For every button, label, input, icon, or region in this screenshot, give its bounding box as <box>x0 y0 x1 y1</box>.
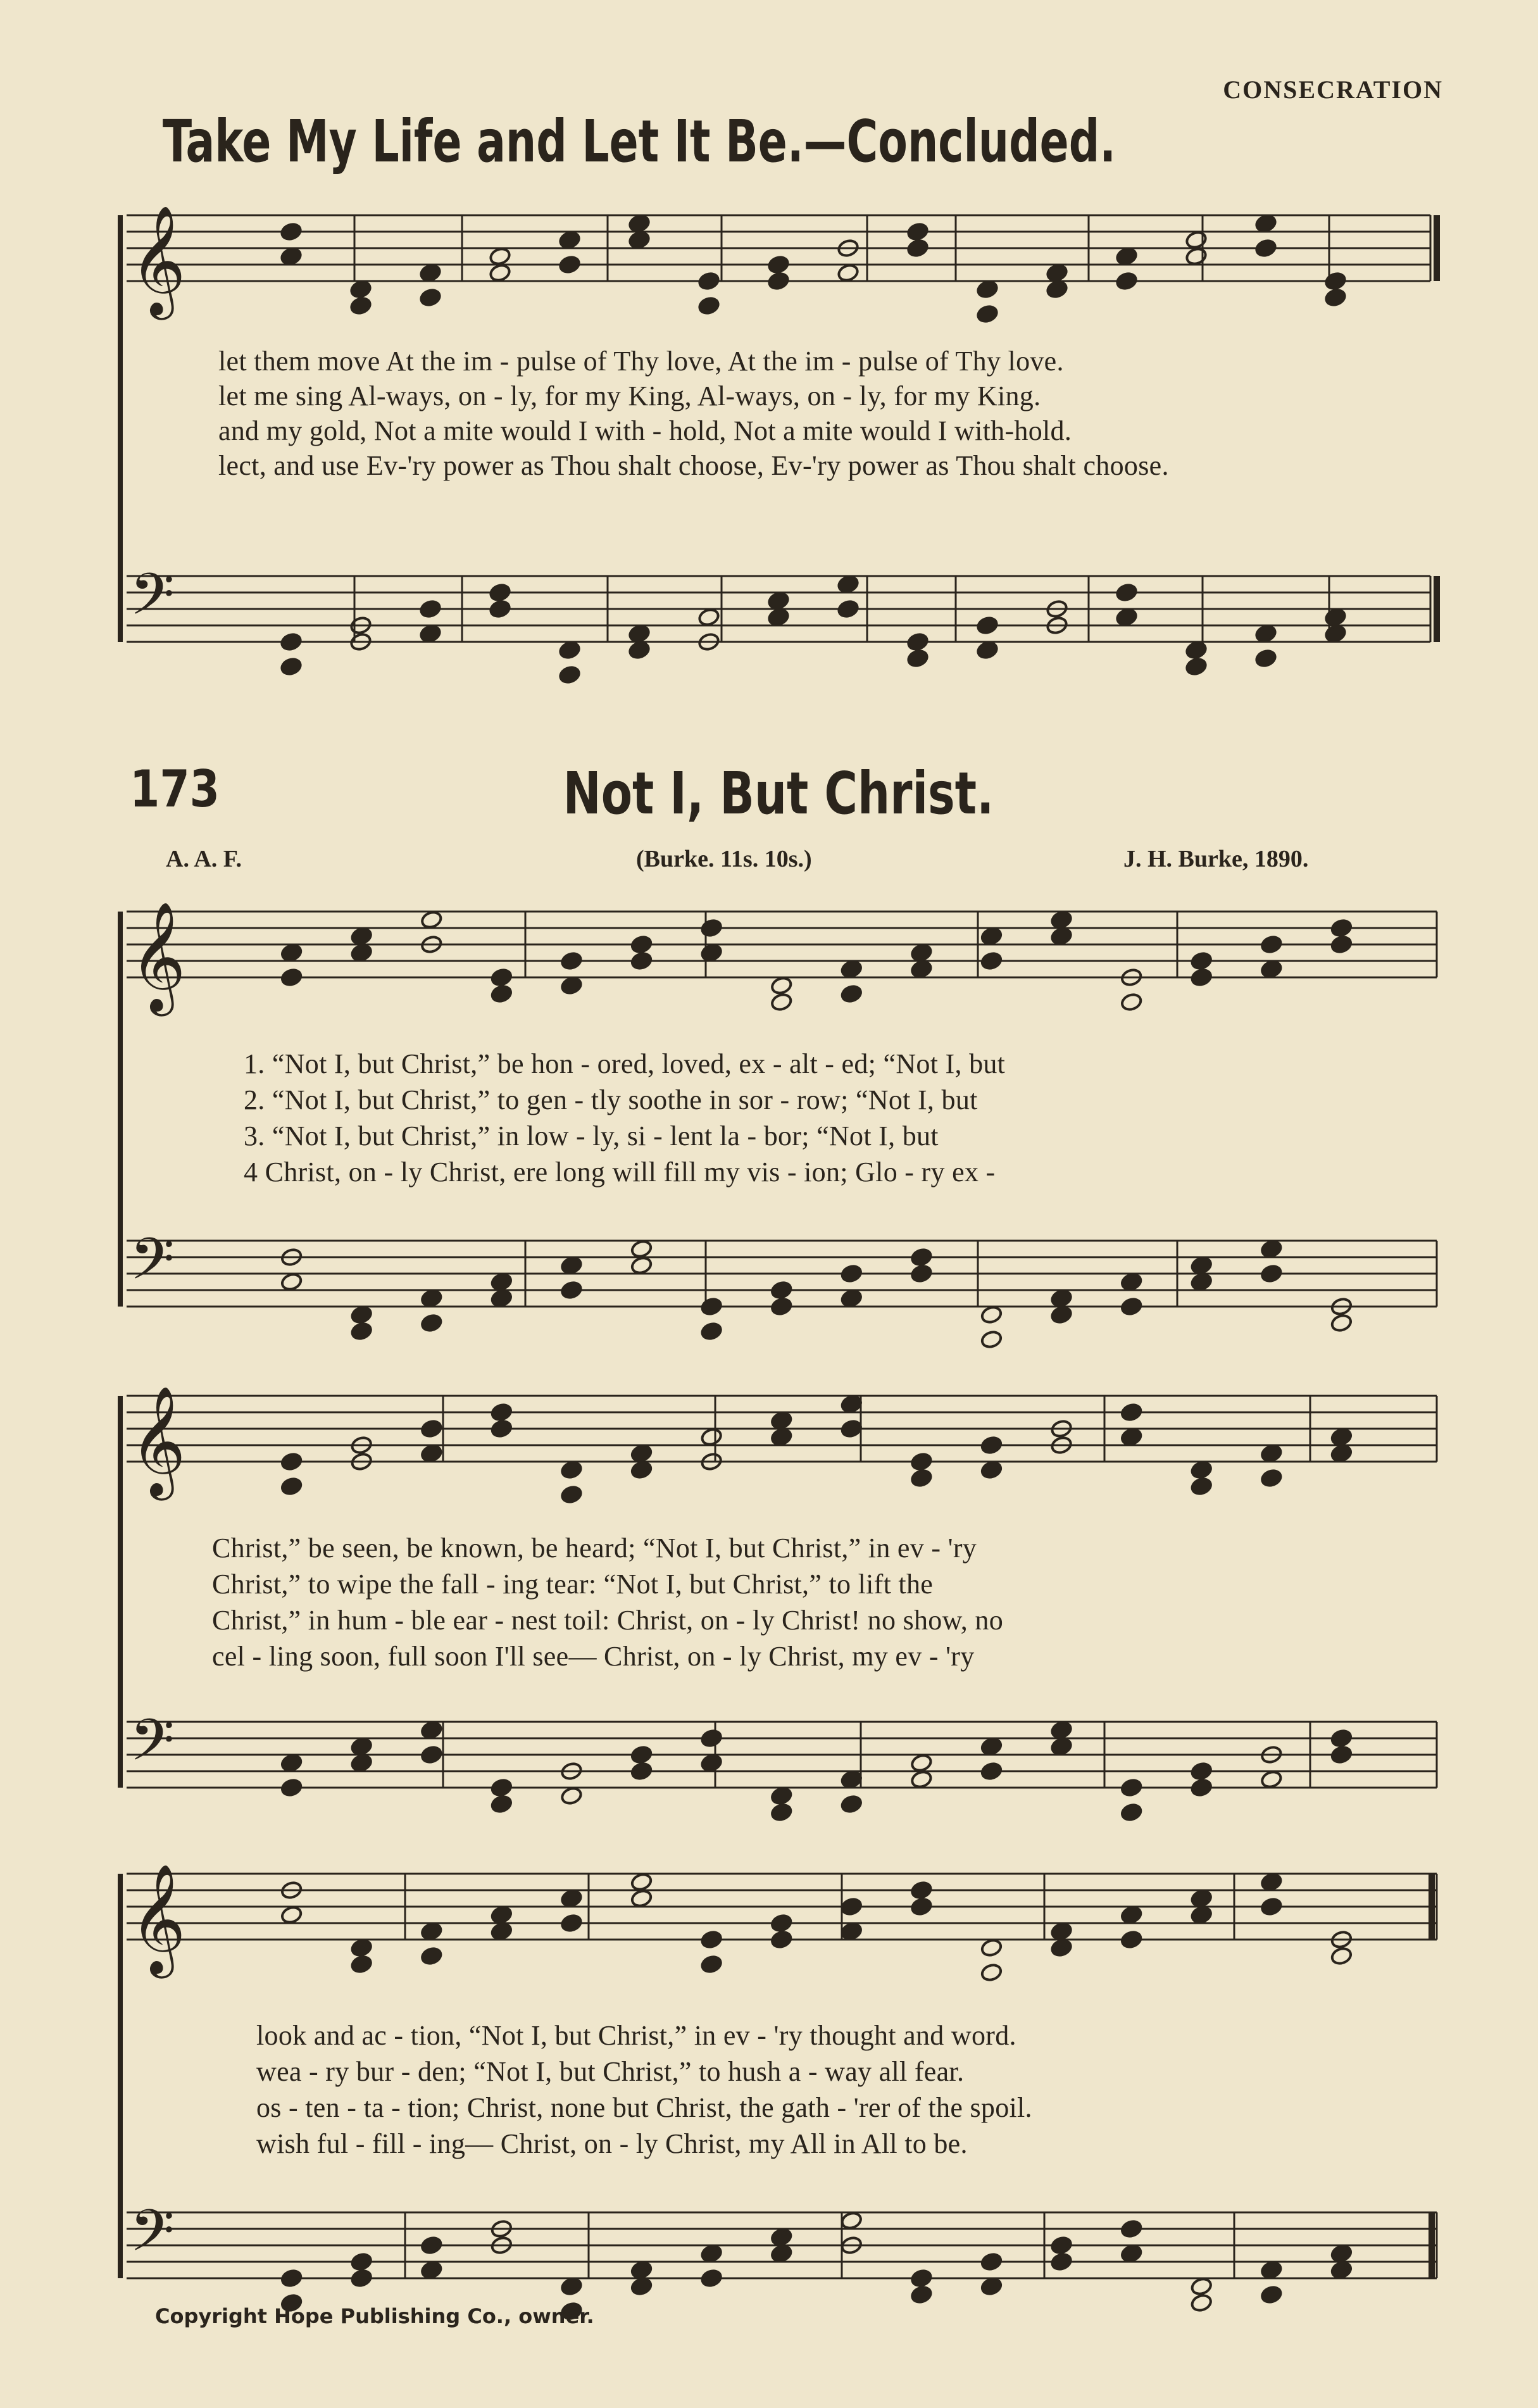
sys0-treble-note <box>419 288 442 308</box>
sys2-treble-note <box>1330 1444 1353 1464</box>
lyric-line: 2. “Not I, but Christ,” to gen - tly soothe in sor - row; “Not I, but <box>244 1084 978 1115</box>
sys1-bass-note <box>840 1289 863 1308</box>
sys2-treble-note <box>1120 1427 1143 1447</box>
sys2-treble-note <box>770 1427 793 1447</box>
sys1-bass-note <box>1120 1272 1143 1292</box>
sys3-treble-note <box>630 1889 653 1909</box>
sys2-treble-note <box>770 1411 793 1431</box>
lyric-line: Christ,” to wipe the fall - ing tear: “Not I, but Christ,” to lift the <box>212 1569 934 1600</box>
sys3-treble-note <box>350 1955 373 1974</box>
sys3-bass-note <box>630 2277 653 2297</box>
lyric-line: Christ,” be seen, be known, be heard; “Not I, but Christ,” in ev - 'ry <box>212 1533 977 1564</box>
sys2-bass-note <box>630 1745 653 1765</box>
sys1-treble-note <box>630 935 653 955</box>
sys1-bass-note <box>560 1256 583 1276</box>
sys1-bass-note <box>490 1289 513 1308</box>
sys0-treble-note <box>628 230 651 250</box>
sys1-bass-note <box>840 1264 863 1284</box>
sys2-bass-note <box>1120 1778 1143 1798</box>
sys3-treble-note <box>1050 1938 1073 1958</box>
sys3-bass-note <box>910 2269 933 2288</box>
sys1-treble-note <box>490 984 513 1004</box>
sys2-bass-clef: 𝄢 <box>130 1707 175 1788</box>
sys0-treble-note <box>1185 247 1208 267</box>
sys3-treble-note <box>350 1938 373 1958</box>
sys1-bass-note <box>1120 1297 1143 1317</box>
sys3-bass-note <box>1330 2244 1353 2264</box>
sys3-treble-note <box>490 1905 513 1925</box>
sys0-treble-note <box>697 272 720 291</box>
lyric-line: look and ac - tion, “Not I, but Christ,” in ev - 'ry thought and word. <box>256 2020 1016 2051</box>
sys3-treble-note <box>420 1922 443 1941</box>
hymn-number: 173 <box>130 760 220 818</box>
sys3-bass-clef: 𝄢 <box>130 2197 175 2278</box>
sys3-treble-note <box>910 1881 933 1900</box>
sys0-treble-note <box>1324 272 1347 291</box>
sys1-treble-note <box>350 943 373 963</box>
sys1-treble-note <box>630 951 653 971</box>
sys3-treble-note <box>280 1905 303 1925</box>
sys0-treble-note <box>1046 263 1068 283</box>
sys0-treble-note <box>489 247 511 267</box>
sys1-treble-note <box>280 943 303 963</box>
sys2-treble-note <box>420 1444 443 1464</box>
sys3-bass-note <box>1190 2277 1213 2297</box>
sys3-treble-note <box>1260 1897 1283 1917</box>
sys3-treble-note <box>490 1922 513 1941</box>
sys3-treble-note <box>1190 1889 1213 1909</box>
lyric-line: Christ,” in hum - ble ear - nest toil: Christ, on - ly Christ! no show, no <box>212 1605 1004 1636</box>
sys3-bass-note <box>1330 2261 1353 2280</box>
sys0-bass-note <box>1115 583 1138 603</box>
sys0-bass-note <box>489 583 511 603</box>
sys2-bass-note <box>840 1770 863 1790</box>
sys1-bass-note <box>560 1281 583 1300</box>
sys3-bass-note <box>700 2269 723 2288</box>
sys2-treble-note <box>630 1460 653 1480</box>
sys1-treble-note <box>1190 968 1213 988</box>
sys0-treble-note <box>349 296 372 316</box>
sys2-treble-note <box>1190 1477 1213 1496</box>
sys1-bass-note <box>630 1256 653 1276</box>
sys2-bass-note <box>910 1753 933 1773</box>
sys0-bass-note <box>419 624 442 644</box>
sys1-treble-note <box>910 943 933 963</box>
sys2-bass-note <box>280 1753 303 1773</box>
sys2-bass-note <box>980 1737 1003 1757</box>
sys1-bass-note <box>700 1297 723 1317</box>
sys2-bass-note <box>1190 1778 1213 1798</box>
sys3-treble-note <box>1050 1922 1073 1941</box>
sys3-bass-note <box>840 2211 863 2231</box>
sys3-treble-clef: 𝄞 <box>130 1864 186 1974</box>
sys3-bass-note <box>910 2285 933 2305</box>
sys1-treble-note <box>840 960 863 979</box>
sys1-bass-note <box>770 1281 793 1300</box>
sys0-treble-note <box>1254 239 1277 258</box>
sys2-bass-note <box>350 1753 373 1773</box>
sys0-treble-note <box>837 263 860 283</box>
sys2-bass-note <box>1330 1729 1353 1748</box>
sys2-treble-note <box>560 1460 583 1480</box>
sys2-bass-note <box>1190 1762 1213 1781</box>
sys1-bass-note <box>630 1239 653 1259</box>
sys0-bass-note <box>489 599 511 619</box>
sys0-treble-note <box>906 222 929 242</box>
sys2-treble-note <box>280 1477 303 1496</box>
sys1-bass-note <box>1260 1264 1283 1284</box>
sys0-bass-note <box>1115 608 1138 627</box>
hymn-title-concluded: Take My Life and Let It Be.—Concluded. <box>162 108 1116 175</box>
sys1-treble-note <box>1260 935 1283 955</box>
sys0-bass-note <box>1185 657 1208 677</box>
sys0-treble-note <box>419 263 442 283</box>
sys0-treble-note <box>558 255 581 275</box>
sys0-bass-note <box>1254 649 1277 668</box>
sys0-treble-note <box>976 304 999 324</box>
sys2-treble-note <box>980 1460 1003 1480</box>
lyric-line: wea - ry bur - den; “Not I, but Christ,” to hush a - way all fear. <box>256 2056 965 2087</box>
sys0-bass-note <box>767 591 790 611</box>
lyric-line: 3. “Not I, but Christ,” in low - ly, si - lent la - bor; “Not I, but <box>244 1120 939 1151</box>
sys2-bass-note <box>770 1786 793 1806</box>
sys0-bass-note <box>628 641 651 660</box>
sys1-treble-note <box>1260 960 1283 979</box>
sys3-treble-note <box>560 1914 583 1933</box>
sys1-treble-note <box>350 927 373 946</box>
music-credit: J. H. Burke, 1890. <box>1123 846 1309 872</box>
sys3-treble-note <box>560 1889 583 1909</box>
sys3-treble-note <box>980 1963 1003 1983</box>
lyric-line: os - ten - ta - tion; Christ, none but Christ, the gath - 'rer of the spoil. <box>256 2092 1032 2123</box>
sys1-treble-note <box>980 927 1003 946</box>
sys2-bass-note <box>560 1786 583 1806</box>
sys2-bass-note <box>350 1737 373 1757</box>
sys2-treble-note <box>420 1419 443 1439</box>
sys2-bass-note <box>1050 1721 1073 1740</box>
sys2-bass-note <box>280 1778 303 1798</box>
sys1-bass-clef: 𝄢 <box>130 1226 175 1307</box>
sys3-bass-note <box>630 2261 653 2280</box>
sys1-treble-note <box>560 951 583 971</box>
lyric-line: 4 Christ, on - ly Christ, ere long will fill my vis - ion; Glo - ry ex - <box>244 1157 996 1188</box>
sys3-bass-note <box>280 2269 303 2288</box>
sys2-bass-note <box>700 1729 723 1748</box>
sys3-bass-note <box>980 2277 1003 2297</box>
sys0-bass-note <box>280 657 303 677</box>
sys0-treble-note <box>1046 280 1068 299</box>
sys0-treble-note <box>489 263 511 283</box>
sys2-bass-note <box>840 1795 863 1814</box>
sys2-treble-clef: 𝄞 <box>130 1386 186 1496</box>
sys0-bass-note <box>906 649 929 668</box>
sys2-bass-note <box>420 1745 443 1765</box>
sys1-bass-note <box>910 1248 933 1267</box>
sys0-bass-note <box>837 599 860 619</box>
sys1-treble-note <box>1050 927 1073 946</box>
sys3-bass-note <box>1050 2252 1073 2272</box>
sys2-treble-note <box>1330 1427 1353 1447</box>
sys1-bass-note <box>490 1272 513 1292</box>
sys3-bass-note <box>420 2261 443 2280</box>
sys1-bass-note <box>980 1305 1003 1325</box>
sys0-treble-note <box>349 280 372 299</box>
sys0-bass-clef: 𝄢 <box>130 561 175 642</box>
sys1-bass-note <box>1190 1256 1213 1276</box>
sys2-treble-note <box>840 1419 863 1439</box>
sys3-bass-note <box>700 2244 723 2264</box>
sys3-bass-note <box>350 2269 373 2288</box>
sys2-treble-note <box>1120 1403 1143 1422</box>
sys1-bass-note <box>1050 1289 1073 1308</box>
sys1-treble-note <box>700 919 723 938</box>
sys1-treble-note <box>280 968 303 988</box>
sys0-treble-note <box>1254 214 1277 234</box>
sys2-treble-note <box>1260 1444 1283 1464</box>
sys1-treble-note <box>1330 919 1353 938</box>
section-heading: CONSECRATION <box>1223 75 1443 104</box>
sys1-treble-note <box>1330 935 1353 955</box>
sys3-bass-note <box>980 2252 1003 2272</box>
sys0-treble-note <box>1185 230 1208 250</box>
sys2-treble-note <box>840 1395 863 1414</box>
lyric-line: and my gold, Not a mite would I with - hold, Not a mite would I with-hold. <box>218 415 1072 446</box>
sys3-treble-note <box>1260 1872 1283 1892</box>
sys2-bass-note <box>630 1762 653 1781</box>
sys0-bass-note <box>628 624 651 644</box>
sys2-bass-note <box>490 1778 513 1798</box>
sys1-bass-note <box>350 1322 373 1341</box>
sys1-bass-note <box>910 1264 933 1284</box>
lyric-line: let me sing Al-ways, on - ly, for my King, Al-ways, on - ly, for my King. <box>218 380 1041 411</box>
sys2-bass-note <box>490 1795 513 1814</box>
sys3-bass-note <box>1120 2244 1143 2264</box>
sys2-bass-note <box>770 1803 793 1822</box>
sys1-bass-note <box>980 1330 1003 1350</box>
sys0-bass-note <box>837 575 860 594</box>
sys1-bass-note <box>1260 1239 1283 1259</box>
sys2-bass-note <box>1050 1737 1073 1757</box>
sys2-treble-note <box>490 1403 513 1422</box>
lyric-line: lect, and use Ev-'ry power as Thou shalt choose, Ev-'ry power as Thou shalt choose. <box>218 450 1169 481</box>
sys2-bass-note <box>1260 1770 1283 1790</box>
sys1-treble-note <box>980 951 1003 971</box>
sys3-bass-note <box>1260 2285 1283 2305</box>
sys3-bass-note <box>560 2277 583 2297</box>
sys3-treble-note <box>1330 1947 1353 1966</box>
sys2-bass-note <box>420 1721 443 1740</box>
sys1-treble-note <box>560 976 583 996</box>
words-credit: A. A. F. <box>166 846 242 872</box>
sys1-treble-note <box>910 960 933 979</box>
sys0-treble-note <box>280 247 303 267</box>
sys3-treble-note <box>840 1922 863 1941</box>
sys3-treble-note <box>910 1897 933 1917</box>
sys0-treble-note <box>628 214 651 234</box>
sys2-treble-note <box>560 1485 583 1505</box>
tune-name: (Burke. 11s. 10s.) <box>636 846 812 872</box>
sys0-treble-note <box>280 222 303 242</box>
sys1-bass-note <box>280 1272 303 1292</box>
sys2-treble-note <box>630 1444 653 1464</box>
sys2-bass-note <box>980 1762 1003 1781</box>
sys3-treble-note <box>1120 1905 1143 1925</box>
sys3-bass-note <box>1120 2219 1143 2239</box>
sys0-bass-note <box>558 641 581 660</box>
sys1-treble-note <box>770 976 793 996</box>
sys0-bass-note <box>1324 624 1347 644</box>
sys3-bass-note <box>1050 2236 1073 2255</box>
sys3-treble-note <box>1190 1905 1213 1925</box>
sys2-treble-note <box>910 1452 933 1472</box>
sys1-treble-note <box>1120 993 1143 1012</box>
copyright-notice: Copyright Hope Publishing Co., owner. <box>155 2304 594 2328</box>
sys2-bass-note <box>1120 1803 1143 1822</box>
sys2-bass-note <box>910 1770 933 1790</box>
sys0-bass-note <box>280 632 303 652</box>
sys3-treble-note <box>630 1872 653 1892</box>
sys0-treble-note <box>976 280 999 299</box>
sys0-bass-note <box>976 641 999 660</box>
sys1-bass-note <box>1050 1305 1073 1325</box>
sys2-treble-note <box>280 1452 303 1472</box>
sys3-bass-note <box>1260 2261 1283 2280</box>
sys1-bass-note <box>770 1297 793 1317</box>
sys1-treble-note <box>1050 910 1073 930</box>
sys2-treble-note <box>910 1469 933 1488</box>
sys0-bass-note <box>419 599 442 619</box>
sys3-bass-note <box>770 2228 793 2247</box>
sys2-treble-note <box>1260 1469 1283 1488</box>
sys1-treble-note <box>490 968 513 988</box>
sys0-treble-note <box>1115 247 1138 267</box>
sys1-treble-note <box>1190 951 1213 971</box>
sys0-bass-note <box>1324 608 1347 627</box>
sys3-bass-note <box>1190 2293 1213 2313</box>
sys0-treble-note <box>558 230 581 250</box>
sys0-treble-note <box>906 239 929 258</box>
sys1-bass-note <box>1330 1314 1353 1333</box>
sys1-treble-note <box>770 993 793 1012</box>
sys1-bass-note <box>420 1314 443 1333</box>
sys1-bass-note <box>420 1289 443 1308</box>
sys3-treble-note <box>700 1930 723 1950</box>
sys3-treble-note <box>770 1930 793 1950</box>
sys1-bass-note <box>350 1305 373 1325</box>
sys1-treble-note <box>420 910 443 930</box>
lyric-line: wish ful - fill - ing— Christ, on - ly Christ, my All in All to be. <box>256 2128 968 2159</box>
sys1-treble-note <box>700 943 723 963</box>
sys3-bass-note <box>420 2236 443 2255</box>
sys2-bass-note <box>700 1753 723 1773</box>
sys0-bass-note <box>558 665 581 685</box>
sys0-bass-note <box>697 608 720 627</box>
sys0-bass-note <box>906 632 929 652</box>
sys0-bass-note <box>767 608 790 627</box>
sys3-bass-note <box>350 2252 373 2272</box>
sys2-treble-note <box>980 1436 1003 1455</box>
sys2-treble-note <box>700 1427 723 1447</box>
sys1-treble-clef: 𝄞 <box>130 901 186 1012</box>
sys3-treble-note <box>420 1947 443 1966</box>
sys2-bass-note <box>1330 1745 1353 1765</box>
sys0-bass-note <box>1185 641 1208 660</box>
sys3-treble-note <box>980 1938 1003 1958</box>
sys2-treble-note <box>490 1419 513 1439</box>
hymn-title: Not I, But Christ. <box>563 760 994 827</box>
sys0-treble-note <box>697 296 720 316</box>
sys3-treble-note <box>770 1914 793 1933</box>
sys3-treble-note <box>840 1897 863 1917</box>
sys2-treble-note <box>1190 1460 1213 1480</box>
sys0-bass-note <box>976 616 999 636</box>
sys0-bass-note <box>1254 624 1277 644</box>
sys3-treble-note <box>1120 1930 1143 1950</box>
sys0-treble-note <box>767 255 790 275</box>
sys3-treble-note <box>700 1955 723 1974</box>
sys1-treble-note <box>840 984 863 1004</box>
sys1-bass-note <box>1190 1272 1213 1292</box>
sys0-treble-note <box>1324 288 1347 308</box>
sys0-treble-clef: 𝄞 <box>130 205 186 315</box>
lyric-line: let them move At the im - pulse of Thy love, At the im - pulse of Thy love. <box>218 346 1064 377</box>
sys3-bass-note <box>770 2244 793 2264</box>
lyric-line: cel - ling soon, full soon I'll see— Christ, on - ly Christ, my ev - 'ry <box>212 1641 975 1672</box>
sys1-bass-note <box>700 1322 723 1341</box>
sys0-treble-note <box>767 272 790 291</box>
lyric-line: 1. “Not I, but Christ,” be hon - ored, loved, ex - alt - ed; “Not I, but <box>244 1048 1006 1079</box>
sys0-treble-note <box>1115 272 1138 291</box>
